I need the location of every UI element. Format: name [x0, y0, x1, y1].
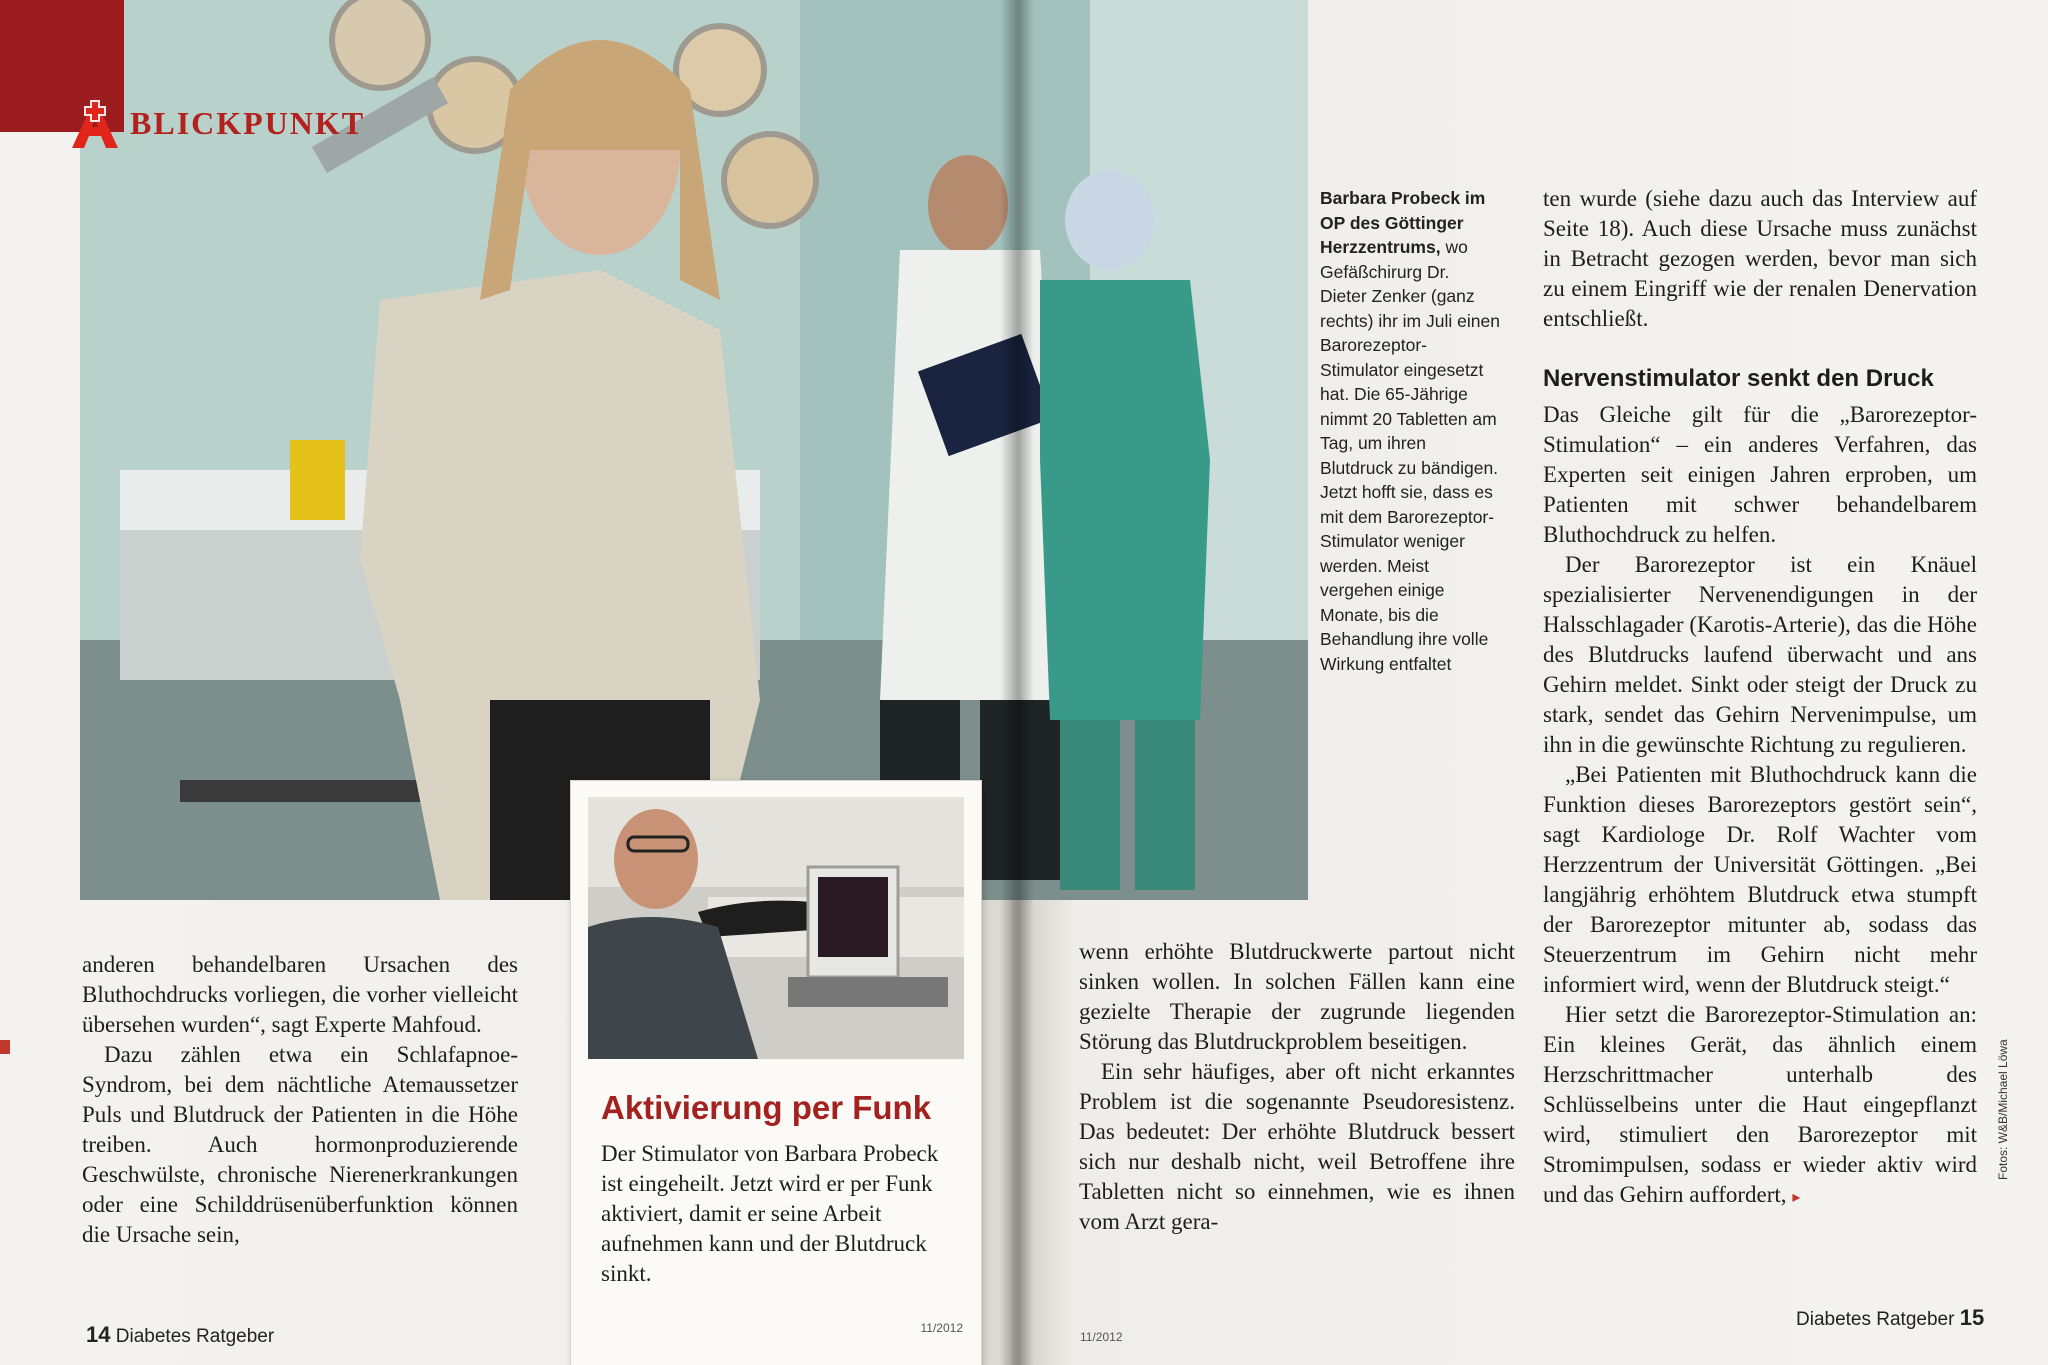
section-header: [70, 96, 365, 150]
page-number: 15: [1959, 1305, 1985, 1330]
paragraph-text: Hier setzt die Barorezeptor-Stimulation an: Ein kleines Gerät, das ähnlich einem Herzschrittmacher unterhalb des Schlüsselbeins unter die Haut eingepflanzt wird, stimuliert den Barorezeptor mit Stromimpulsen, sodass er wieder aktiv wird und das Gehirn auffordert,: [1543, 1002, 1977, 1207]
issue-date-right: 11/2012: [1080, 1330, 1123, 1344]
inset-title: Aktivierung per Funk: [601, 1089, 932, 1126]
paragraph: ten wurde (siehe dazu auch das Interview auf Seite 18). Auch diese Ursache muss zunächst in Betracht gezogen werden, bevor man sich zu einem Eingriff wie der renalen Denervation entschließt.: [1543, 186, 1977, 331]
apotheke-a-icon: [70, 96, 120, 150]
photo-caption: [1320, 186, 1500, 676]
paragraph: Dazu zählen etwa ein Schlafapnoe-Syndrom, bei dem nächtliche Atemaussetzer Puls und Blutdruck der Patienten in die Höhe treiben. Auch hormonproduzierende Geschwülste, chronische Nierenerkrankungen oder eine Schilddrüsenüberfunktion können die Ursache sein,: [82, 1042, 518, 1247]
article-column-right: [1543, 364, 1977, 1213]
article-column-right-top: [1543, 184, 1977, 334]
footer-right: [1796, 1305, 1984, 1331]
inset-body: Der Stimulator von Barbara Probeck ist eingeheilt. Jetzt wird er per Funk aktiviert, damit er seine Arbeit aufnehmen kann und der Blutdruck sinkt.: [601, 1141, 939, 1286]
inset-box: [571, 781, 981, 1365]
caption-lead: Barbara Probeck im OP des Göttinger Herzzentrums,: [1320, 188, 1486, 257]
photo-credit: Fotos: W&B/Michael Löwa: [1996, 1039, 2010, 1180]
subheading: Nervenstimulator senkt den Druck: [1543, 365, 1934, 392]
doctor-with-monitor-illustration: [588, 797, 964, 1059]
paragraph: wenn erhöhte Blutdruckwerte partout nicht sinken wollen. In solchen Fällen kann eine gezielte Therapie der zugrunde liegenden Störung das Blutdruckproblem beseitigen.: [1079, 939, 1515, 1054]
page-number: 14: [86, 1322, 111, 1347]
red-edge-mark: [0, 1040, 10, 1054]
article-column-left: [82, 950, 518, 1250]
caption-text: wo Gefäßchirurg Dr. Dieter Zenker (ganz rechts) ihr im Juli einen Barorezeptor-Stimulator eingesetzt hat. Die 65-Jährige nimmt 20 Tabletten am Tag, um ihren Blutdruck zu bändigen. Jetzt hofft sie, dass es mit dem Barorezeptor-Stimulator weniger werden. Meist vergehen einige Monate, bis die Behandlung ihre volle Wirkung entfaltet: [1320, 237, 1500, 674]
issue-date-left: 11/2012: [920, 1321, 963, 1335]
magazine-name: Diabetes Ratgeber: [115, 1326, 275, 1347]
paragraph: [1543, 1000, 1977, 1213]
magazine-name: Diabetes Ratgeber: [1796, 1309, 1955, 1330]
paragraph: Das Gleiche gilt für die „Barorezeptor-Stimulation“ – ein anderes Verfahren, das Experten seit einigen Jahren erproben, um Patienten mit schwer behandelbarem Bluthochdruck zu helfen.: [1543, 402, 1977, 547]
article-column-middle: [1079, 937, 1515, 1237]
footer-left: [86, 1322, 274, 1348]
inset-photo-activation: [588, 797, 964, 1059]
paragraph: anderen behandelbaren Ursachen des Bluthochdrucks vorliegen, die vorher vielleicht übersehen wurden“, sagt Experte Mahfoud.: [82, 952, 518, 1037]
paragraph: „Bei Patienten mit Bluthochdruck kann die Funktion dieses Barorezeptors gestört sein“, sagt Kardiologe Dr. Rolf Wachter vom Herzzentrum der Universität Göttingen. „Bei langjährig erhöhtem Blutdruck etwa stumpft der Barorezeptor mitunter ab, sodass das Steuerzentrum im Gehirn nicht mehr informiert wird, wenn der Blutdruck steigt.“: [1543, 762, 1977, 997]
paragraph: Der Barorezeptor ist ein Knäuel spezialisierter Nervenendigungen in der Halsschlagader (Karotis-Arterie), das die Höhe des Blutdrucks laufend überwacht und ans Gehirn meldet. Sinkt oder steigt der Druck zu stark, sendet das Gehirn Nervenimpulse, um ihn in die gewünschte Richtung zu regulieren.: [1543, 552, 1977, 757]
section-title: BLICKPUNKT: [130, 104, 366, 141]
paragraph: Ein sehr häufiges, aber oft nicht erkanntes Problem ist die sogenannte Pseudoresistenz. Das bedeutet: Der erhöhte Blutdruck bessert sich nur deshalb nicht, weil Betroffene ihre Tabletten nicht so einnehmen, wie es ihnen vom Arzt gera-: [1079, 1059, 1515, 1234]
continue-arrow-icon: ▸: [1792, 1189, 1801, 1206]
page-gutter: [1000, 0, 1034, 1365]
